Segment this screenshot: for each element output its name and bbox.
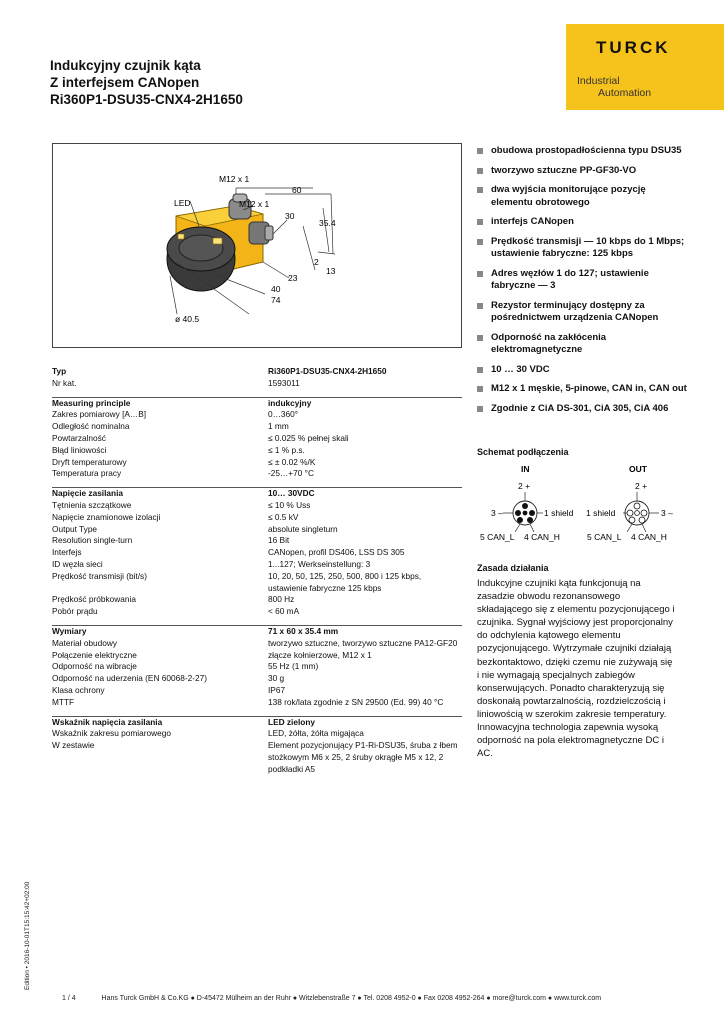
spec-value: LED zielony	[268, 716, 462, 728]
spec-row	[52, 445, 462, 457]
feature-item	[477, 383, 687, 396]
dim-2: 2	[314, 257, 319, 267]
spec-row	[52, 397, 462, 409]
logo-automation: Automation	[598, 87, 652, 99]
spec-key: Measuring principle	[52, 397, 268, 409]
bullet-square-icon	[477, 239, 483, 245]
principle-text: Indukcyjne czujniki kąta funkcjonują na zasadzie obwodu rezonansowego składającego się z elementu pozycjonującego i czujnika. Sygnał wyjściowy jest proporcjonalny do odchylenia kątowego elementu pozycjonującego. Wytrzymałe czujniki działają bezkontaktowo, dzięki czemu nie zużywają się i nie wymagają specjalnych zabiegów konserwujących. Ponadto charakteryzują się doskonałą powtarzalnością, rozdzielczością i liniowością w szerokim zakresie temperatury. Innowacyjna technologia zapewnia wysoką odporność na pola elektromagnetyczne DC i AC.	[477, 578, 675, 760]
spec-value: ≤ ± 0.02 %/K	[268, 456, 316, 467]
spec-row	[52, 488, 462, 500]
out-connector	[623, 492, 659, 532]
spec-row	[52, 512, 462, 524]
spec-value: absolute singleturn	[268, 523, 338, 534]
spec-value: Element pozycjonujący P1-Ri-DSU35, śruba z łbem stożkowym M6 x 25, 2 śruby okrągłe M5 x 12, 2 podkładki A5	[268, 740, 458, 774]
spec-row	[52, 594, 462, 606]
feature-text: tworzywo sztuczne PP-GF30-VO	[491, 164, 637, 176]
dimension-drawing	[52, 143, 462, 348]
feature-text: Odporność na zakłócenia elektromagnetyczne	[491, 331, 607, 355]
out-pin-4: 4 CAN_H	[631, 532, 667, 542]
out-label: OUT	[629, 464, 647, 474]
spec-value: < 60 mA	[268, 606, 300, 617]
spec-value: 1593011	[268, 377, 300, 388]
spec-row	[52, 697, 462, 709]
spec-gap	[52, 709, 462, 717]
feature-text: Rezystor terminujący dostępny za pośrednictwem urządzenia CANopen	[491, 299, 659, 323]
spec-key: Klasa ochrony	[52, 684, 105, 695]
spec-value: 16 Bit	[268, 535, 290, 546]
spec-value: 138 rok/lata zgodnie z SN 29500 (Ed. 99) 40 °C	[268, 696, 444, 707]
feature-text: 10 … 30 VDC	[491, 363, 550, 375]
dim-35-4: 35.4	[319, 218, 336, 228]
bullet-square-icon	[477, 303, 483, 309]
bullet-square-icon	[477, 219, 483, 225]
bullet-square-icon	[477, 187, 483, 193]
title-line-1: Indukcyjny czujnik kąta	[50, 58, 201, 73]
bullet-square-icon	[477, 386, 483, 392]
spec-value: ≤ 1 % p.s.	[268, 444, 305, 455]
out-pin-5: 5 CAN_L	[587, 532, 622, 542]
spec-value: 10, 20, 50, 125, 250, 500, 800 i 125 kbps, ustawienie fabryczne 125 kbps	[268, 570, 422, 593]
bullet-square-icon	[477, 148, 483, 154]
title-line-2: Z interfejsem CANopen	[50, 75, 200, 90]
spec-value: tworzywo sztuczne, tworzywo sztuczne PA12-GF20	[268, 637, 458, 648]
turck-logo-word: TURCK	[596, 38, 671, 57]
spec-row	[52, 378, 462, 390]
spec-row	[52, 409, 462, 421]
logo-industrial: Industrial	[577, 75, 620, 87]
spec-key: W zestawie	[52, 740, 95, 751]
spec-key: Wskaźnik zakresu pomiarowego	[52, 728, 171, 739]
spec-key: ID węzła sieci	[52, 558, 103, 569]
spec-value: IP67	[268, 684, 286, 695]
out-pin-1: 1 shield	[586, 508, 616, 518]
spec-gap	[52, 618, 462, 626]
out-pin-3: 3 –	[661, 508, 673, 518]
spec-key: Resolution single-turn	[52, 535, 133, 546]
spec-key: Materiał obudowy	[52, 637, 118, 648]
sensor-drawing-svg	[53, 144, 461, 347]
feature-item	[477, 236, 687, 261]
spec-value: ≤ 10 % Uss	[268, 499, 311, 510]
feature-text: Prędkość transmisji — 10 kbps do 1 Mbps; ustawienie fabryczne: 125 kbps	[491, 235, 685, 259]
spec-row	[52, 571, 462, 595]
spec-row	[52, 673, 462, 685]
dim-74: 74	[271, 295, 281, 305]
dim-23: 23	[288, 273, 298, 283]
spec-value: 800 Hz	[268, 594, 295, 605]
edition-stamp: Edition • 2016-10-01T15:15:42+02:00	[24, 881, 31, 990]
spec-row	[52, 421, 462, 433]
spec-key: Output Type	[52, 523, 98, 534]
label-m12-2: M12 x 1	[239, 199, 270, 209]
feature-item	[477, 184, 687, 209]
spec-key: Napięcie znamionowe izolacji	[52, 511, 161, 522]
spec-key: Pobór prądu	[52, 606, 98, 617]
spec-key: Połączenie elektryczne	[52, 649, 137, 660]
feature-item	[477, 268, 687, 293]
spec-value: ≤ 0.5 kV	[268, 511, 299, 522]
page-title	[50, 57, 243, 108]
feature-text: Adres węzłów 1 do 127; ustawienie fabryczne — 3	[491, 267, 649, 291]
spec-row	[52, 685, 462, 697]
spec-row	[52, 524, 462, 536]
dim-diameter-40-5: ø 40.5	[175, 314, 200, 324]
spec-key: Odporność na wibracje	[52, 661, 137, 672]
spec-key: Nr kat.	[52, 377, 77, 388]
spec-row	[52, 728, 462, 740]
feature-text: M12 x 1 męskie, 5-pinowe, CAN in, CAN out	[491, 383, 687, 394]
spec-key: Temperatura pracy	[52, 468, 122, 479]
spec-row	[52, 535, 462, 547]
spec-value: 55 Hz (1 mm)	[268, 661, 319, 672]
feature-item	[477, 403, 687, 416]
feature-item	[477, 364, 687, 377]
spec-value: 1...127; Werkseinstellung: 3	[268, 558, 371, 569]
in-pin-3: 3 –	[491, 508, 503, 518]
feature-item	[477, 332, 687, 357]
bullet-square-icon	[477, 335, 483, 341]
page-number: 1 / 4	[62, 995, 76, 1002]
spec-key: Interfejs	[52, 547, 82, 558]
feature-text: dwa wyjścia monitorujące pozycję elementu obrotowego	[491, 184, 646, 208]
spec-value: -25…+70 °C	[268, 468, 314, 479]
dim-13: 13	[326, 266, 336, 276]
spec-value: LED, żółta, żółta migająca	[268, 728, 364, 739]
spec-value: 0…360°	[268, 409, 299, 420]
spec-value: 30 g	[268, 673, 285, 684]
spec-row	[52, 661, 462, 673]
spec-row	[52, 433, 462, 445]
feature-list	[477, 145, 687, 422]
bullet-square-icon	[477, 406, 483, 412]
feature-item	[477, 300, 687, 325]
spec-value: indukcyjny	[268, 397, 462, 409]
label-m12-1: M12 x 1	[219, 174, 250, 184]
spec-key: Tętnienia szczątkowe	[52, 499, 132, 510]
bullet-square-icon	[477, 367, 483, 373]
title-line-3: Ri360P1-DSU35-CNX4-2H1650	[50, 92, 243, 107]
spec-value: 1 mm	[268, 421, 289, 432]
spec-row	[52, 740, 462, 775]
spec-key: Dryft temperaturowy	[52, 456, 127, 467]
spec-row	[52, 500, 462, 512]
dim-40: 40	[271, 284, 281, 294]
wiring-schematic	[477, 462, 687, 547]
feature-text: obudowa prostopadłościenna typu DSU35	[491, 145, 682, 156]
spec-row	[52, 625, 462, 637]
spec-key: Odległość nominalna	[52, 421, 130, 432]
footer-contact: Hans Turck GmbH & Co.KG ● D-45472 Mülheim an der Ruhr ● Witzlebenstraße 7 ● Tel. 0208 4952-0 ● Fax 0208 4952-264 ● more@turck.com ● www.turck.com	[101, 995, 602, 1002]
spec-key: Powtarzalność	[52, 432, 106, 443]
feature-item	[477, 165, 687, 178]
spec-row	[52, 650, 462, 662]
spec-key: Odporność na uderzenia (EN 60068-2-27)	[52, 673, 207, 684]
spec-row	[52, 559, 462, 571]
spec-row	[52, 457, 462, 469]
spec-row	[52, 638, 462, 650]
spec-value: CANopen, profil DS406, LSS DS 305	[268, 547, 405, 558]
bullet-square-icon	[477, 271, 483, 277]
schematic-title: Schemat podłączenia	[477, 447, 569, 457]
in-pin-4: 4 CAN_H	[524, 532, 560, 542]
wiring-schematic-svg	[477, 462, 687, 547]
spec-gap	[52, 390, 462, 398]
spec-key: Prędkość transmisji (bit/s)	[52, 570, 147, 581]
in-connector	[503, 492, 543, 532]
spec-key: Wymiary	[52, 625, 268, 637]
in-pin-5: 5 CAN_L	[480, 532, 515, 542]
footer	[62, 995, 601, 1002]
feature-item	[477, 145, 687, 158]
in-label: IN	[521, 464, 530, 474]
dim-30: 30	[285, 211, 295, 221]
feature-text: interfejs CANopen	[491, 216, 574, 227]
out-pin-2: 2 +	[635, 481, 648, 491]
spec-key: Napięcie zasilania	[52, 488, 268, 500]
spec-value: złącze kołnierzowe, M12 x 1	[268, 649, 372, 660]
spec-row	[52, 366, 462, 378]
spec-key: MTTF	[52, 696, 75, 707]
spec-row	[52, 606, 462, 618]
dim-60: 60	[292, 185, 302, 195]
spec-key: Zakres pomiarowy [A…B]	[52, 409, 147, 420]
spec-value: ≤ 0.025 % pełnej skali	[268, 432, 349, 443]
in-pin-1: 1 shield	[544, 508, 574, 518]
specification-table	[52, 366, 462, 776]
spec-row	[52, 716, 462, 728]
label-led: LED	[174, 198, 191, 208]
feature-item	[477, 216, 687, 229]
spec-value: Ri360P1-DSU35-CNX4-2H1650	[268, 366, 387, 376]
principle-title: Zasada działania	[477, 563, 549, 573]
spec-row	[52, 547, 462, 559]
spec-value: 71 x 60 x 35.4 mm	[268, 625, 462, 637]
spec-key: Typ	[52, 366, 67, 376]
feature-text: Zgodnie z CiA DS-301, CiA 305, CiA 406	[491, 402, 669, 414]
spec-key: Błąd liniowości	[52, 444, 107, 455]
spec-value: 10… 30VDC	[268, 488, 462, 500]
spec-row	[52, 468, 462, 480]
spec-gap	[52, 480, 462, 488]
spec-key: Prędkość próbkowania	[52, 594, 136, 605]
bullet-square-icon	[477, 168, 483, 174]
spec-key: Wskaźnik napięcia zasilania	[52, 716, 268, 728]
in-pin-2: 2 +	[518, 481, 531, 491]
